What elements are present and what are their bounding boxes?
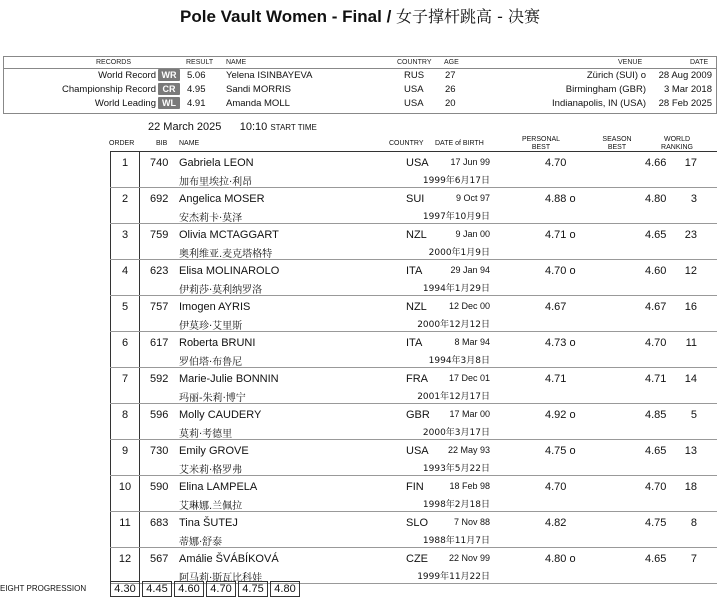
athlete-dob: 29 Jan 94 — [450, 265, 490, 275]
athlete-season-best: 4.70 — [645, 481, 667, 493]
athlete-order: 10 — [110, 476, 140, 511]
record-label: World Record — [98, 70, 156, 81]
athlete-row — [110, 476, 717, 512]
athlete-dob: 17 Jun 99 — [450, 157, 490, 167]
athlete-bib: 692 — [150, 193, 169, 205]
col-country: COUNTRY — [389, 140, 424, 147]
athlete-country: GBR — [406, 409, 430, 421]
col-world-ranking — [655, 136, 699, 152]
athlete-country: NZL — [406, 301, 427, 313]
athlete-order: 8 — [110, 404, 140, 439]
col-order: ORDER — [109, 140, 135, 147]
athlete-bib: 740 — [150, 157, 169, 169]
athlete-chinese-name: 莫莉·考德里 — [179, 429, 233, 440]
athlete-dob-chinese: 2001年12月17日 — [417, 392, 490, 402]
athlete-bib: 759 — [150, 229, 169, 241]
athlete-name: Angelica MOSER — [179, 193, 265, 205]
competition-date: 22 March 2025 — [148, 121, 222, 133]
record-venue: Birmingham (GBR) — [565, 84, 646, 95]
title-chinese: 女子撑杆跳高 - 决赛 — [396, 7, 540, 26]
athlete-world-ranking: 14 — [684, 373, 697, 385]
athlete-order: 12 — [110, 548, 140, 583]
athlete-order: 4 — [110, 260, 140, 295]
record-name: Yelena ISINBAYEVA — [226, 70, 313, 81]
athlete-order: 5 — [110, 296, 140, 331]
athlete-season-best: 4.65 — [645, 553, 667, 565]
height-box: 4.30 — [110, 581, 140, 597]
record-row — [4, 97, 716, 111]
record-venue: Indianapolis, IN (USA) — [552, 98, 646, 109]
athlete-world-ranking: 16 — [684, 301, 697, 313]
athlete-chinese-name: 伊莉莎·莫利纳罗洛 — [179, 285, 263, 296]
athlete-season-best: 4.71 — [645, 373, 667, 385]
record-row — [4, 83, 716, 97]
athlete-name: Gabriela LEON — [179, 157, 254, 169]
athlete-dob-chinese: 1997年10月9日 — [422, 212, 490, 222]
athlete-world-ranking: 17 — [684, 157, 697, 169]
record-date: 28 Aug 2009 — [658, 70, 712, 81]
record-age: 26 — [445, 84, 456, 95]
athlete-chinese-name: 伊莫珍·艾里斯 — [179, 321, 243, 332]
athlete-country: USA — [406, 157, 429, 169]
athlete-bib: 590 — [150, 481, 169, 493]
record-country: USA — [404, 98, 424, 109]
col-season-best-line1: SEASON — [602, 136, 632, 143]
start-time-label: START TIME — [270, 123, 317, 132]
athlete-row — [110, 548, 717, 584]
col-personal-best-line2: BEST — [531, 144, 551, 151]
athlete-dob-chinese: 2000年1月9日 — [428, 248, 490, 258]
athlete-chinese-name: 艾米莉·格罗弗 — [179, 465, 243, 476]
athlete-world-ranking: 5 — [690, 409, 697, 421]
athlete-country: FRA — [406, 373, 428, 385]
athlete-bib: 567 — [150, 553, 169, 565]
athlete-order: 9 — [110, 440, 140, 475]
athlete-dob-chinese: 2000年3月17日 — [422, 428, 490, 438]
height-box: 4.80 — [270, 581, 300, 597]
athlete-name: Amálie ŠVÁBÍKOVÁ — [179, 553, 279, 565]
records-rows — [4, 69, 716, 111]
athlete-country: NZL — [406, 229, 427, 241]
athlete-dob-chinese: 1993年5月22日 — [422, 464, 490, 474]
athlete-country: SLO — [406, 517, 429, 529]
athlete-row — [110, 512, 717, 548]
col-season-best-line2: BEST — [607, 144, 627, 151]
athlete-chinese-name: 蒂娜·舒泰 — [179, 537, 223, 548]
athlete-country: FIN — [406, 481, 424, 493]
start-time: 10:10 — [239, 121, 268, 133]
athlete-order: 11 — [110, 512, 140, 547]
records-header-label: RECORDS — [96, 59, 132, 66]
record-row — [4, 69, 716, 83]
record-result: 4.95 — [187, 84, 206, 95]
athlete-chinese-name: 艾琳娜.兰佩拉 — [179, 501, 243, 512]
col-world-ranking-line1: WORLD — [663, 136, 691, 143]
height-progression-label: EIGHT PROGRESSION — [0, 584, 87, 593]
athlete-chinese-name: 玛丽-朱莉·博宁 — [179, 393, 246, 404]
athlete-personal-best: 4.71 — [545, 373, 567, 385]
athlete-personal-best: 4.70 — [545, 481, 567, 493]
athlete-name: Emily GROVE — [179, 445, 249, 457]
record-country: RUS — [404, 70, 425, 81]
athlete-country: SUI — [406, 193, 425, 205]
startlist-table — [110, 151, 717, 584]
record-label: World Leading — [94, 98, 156, 109]
athlete-order: 1 — [110, 152, 140, 187]
athlete-personal-best: 4.82 — [545, 517, 567, 529]
athlete-season-best: 4.65 — [645, 229, 667, 241]
athlete-world-ranking: 3 — [690, 193, 697, 205]
athlete-bib: 683 — [150, 517, 169, 529]
record-name: Amanda MOLL — [226, 98, 290, 109]
athlete-dob-chinese: 1994年1月29日 — [422, 284, 490, 294]
record-abbr-badge: WR — [158, 69, 180, 81]
athlete-season-best: 4.67 — [645, 301, 667, 313]
col-personal-best — [516, 136, 566, 152]
athlete-world-ranking: 7 — [690, 553, 697, 565]
athlete-bib: 592 — [150, 373, 169, 385]
athlete-season-best: 4.70 — [645, 337, 667, 349]
athlete-row — [110, 152, 717, 188]
athlete-chinese-name: 罗伯塔·布鲁尼 — [179, 357, 243, 368]
athlete-bib: 730 — [150, 445, 169, 457]
athlete-country: ITA — [406, 337, 423, 349]
athlete-name: Roberta BRUNI — [179, 337, 256, 349]
athlete-bib: 757 — [150, 301, 169, 313]
athlete-name: Imogen AYRIS — [179, 301, 251, 313]
athlete-dob-chinese: 1999年11月22日 — [417, 572, 490, 582]
athlete-order: 6 — [110, 332, 140, 367]
athlete-dob-chinese: 1988年11月7日 — [422, 536, 490, 546]
athlete-row — [110, 368, 717, 404]
athlete-dob-chinese: 2000年12月12日 — [417, 320, 490, 330]
athlete-personal-best: 4.70 o — [545, 265, 576, 277]
athlete-row — [110, 224, 717, 260]
athlete-dob: 22 Nov 99 — [448, 553, 490, 563]
col-bib: BIB — [156, 140, 168, 147]
athlete-season-best: 4.65 — [645, 445, 667, 457]
height-box: 4.60 — [174, 581, 204, 597]
athlete-world-ranking: 8 — [690, 517, 697, 529]
competition-datetime — [148, 121, 317, 133]
athlete-dob: 9 Jan 00 — [455, 229, 490, 239]
athlete-personal-best: 4.88 o — [545, 193, 576, 205]
athlete-dob: 22 May 93 — [447, 445, 490, 455]
athlete-bib: 617 — [150, 337, 169, 349]
athlete-personal-best: 4.73 o — [545, 337, 576, 349]
records-box — [3, 56, 717, 114]
athlete-dob: 17 Mar 00 — [449, 409, 490, 419]
athlete-chinese-name: 安杰莉卡·莫泽 — [179, 213, 243, 224]
athlete-dob: 9 Oct 97 — [455, 193, 490, 203]
record-date: 3 Mar 2018 — [663, 84, 712, 95]
athlete-season-best: 4.60 — [645, 265, 667, 277]
athlete-row — [110, 260, 717, 296]
athlete-bib: 623 — [150, 265, 169, 277]
records-header-name: NAME — [226, 59, 247, 66]
athlete-row — [110, 332, 717, 368]
col-name: NAME — [179, 140, 200, 147]
col-dob: DATE of BIRTH — [435, 140, 484, 147]
athlete-order: 2 — [110, 188, 140, 223]
height-box: 4.70 — [206, 581, 236, 597]
athlete-bib: 596 — [150, 409, 169, 421]
record-abbr-badge: WL — [158, 97, 180, 109]
athlete-season-best: 4.80 — [645, 193, 667, 205]
athlete-personal-best: 4.67 — [545, 301, 567, 313]
athlete-dob: 18 Feb 98 — [449, 481, 490, 491]
athlete-world-ranking: 23 — [684, 229, 697, 241]
athlete-name: Elisa MOLINAROLO — [179, 265, 280, 277]
athlete-season-best: 4.66 — [645, 157, 667, 169]
athlete-chinese-name: 阿马莉·斯瓦比科娃 — [179, 573, 263, 584]
athlete-world-ranking: 11 — [685, 337, 697, 349]
athlete-country: CZE — [406, 553, 428, 565]
record-result: 5.06 — [187, 70, 206, 81]
height-box: 4.75 — [238, 581, 268, 597]
record-age: 27 — [445, 70, 456, 81]
records-header-date: DATE — [690, 59, 709, 66]
athlete-dob-chinese: 1999年6月17日 — [422, 176, 490, 186]
title-english: Pole Vault Women - Final / — [180, 7, 392, 26]
athlete-row — [110, 404, 717, 440]
page-title — [0, 4, 720, 27]
athlete-personal-best: 4.75 o — [545, 445, 576, 457]
athlete-name: Elina LAMPELA — [179, 481, 258, 493]
athlete-season-best: 4.75 — [645, 517, 667, 529]
col-season-best — [592, 136, 642, 152]
athlete-personal-best: 4.71 o — [545, 229, 576, 241]
athlete-personal-best: 4.80 o — [545, 553, 576, 565]
athlete-world-ranking: 12 — [684, 265, 697, 277]
height-box: 4.45 — [142, 581, 172, 597]
athlete-name: Marie-Julie BONNIN — [179, 373, 279, 385]
athlete-name: Olivia MCTAGGART — [179, 229, 279, 241]
record-abbr-badge: CR — [158, 83, 180, 95]
athlete-order: 7 — [110, 368, 140, 403]
records-header-venue: VENUE — [618, 59, 643, 66]
athlete-season-best: 4.85 — [645, 409, 667, 421]
record-name: Sandi MORRIS — [226, 84, 291, 95]
athlete-order: 3 — [110, 224, 140, 259]
records-header-result: RESULT — [186, 59, 214, 66]
athlete-row — [110, 296, 717, 332]
height-progression-boxes — [110, 581, 302, 597]
athlete-personal-best: 4.92 o — [545, 409, 576, 421]
athlete-dob: 12 Dec 00 — [448, 301, 490, 311]
athlete-chinese-name: 加布里埃拉·利昂 — [179, 177, 253, 188]
athlete-dob-chinese: 1994年3月8日 — [428, 356, 490, 366]
col-personal-best-line1: PERSONAL — [521, 136, 561, 143]
col-world-ranking-line2: RANKING — [661, 144, 693, 151]
athlete-row — [110, 440, 717, 476]
record-venue: Zürich (SUI) o — [586, 70, 646, 81]
athlete-dob-chinese: 1998年2月18日 — [422, 500, 490, 510]
records-header-age: AGE — [444, 59, 459, 66]
athlete-chinese-name: 奥利维亚.麦克塔格特 — [179, 249, 273, 260]
athlete-dob: 7 Nov 88 — [453, 517, 490, 527]
record-date: 28 Feb 2025 — [658, 98, 712, 109]
athlete-dob: 17 Dec 01 — [448, 373, 490, 383]
athlete-country: USA — [406, 445, 429, 457]
record-country: USA — [404, 84, 424, 95]
athlete-personal-best: 4.70 — [545, 157, 567, 169]
records-header — [4, 57, 716, 69]
records-header-country: COUNTRY — [397, 59, 432, 66]
record-age: 20 — [445, 98, 456, 109]
athlete-dob: 8 Mar 94 — [454, 337, 490, 347]
record-result: 4.91 — [187, 98, 206, 109]
athlete-name: Molly CAUDERY — [179, 409, 262, 421]
athlete-country: ITA — [406, 265, 423, 277]
athlete-row — [110, 188, 717, 224]
record-label: Championship Record — [62, 84, 156, 95]
athlete-world-ranking: 13 — [684, 445, 697, 457]
athlete-world-ranking: 18 — [684, 481, 697, 493]
athlete-name: Tina ŠUTEJ — [179, 517, 238, 529]
